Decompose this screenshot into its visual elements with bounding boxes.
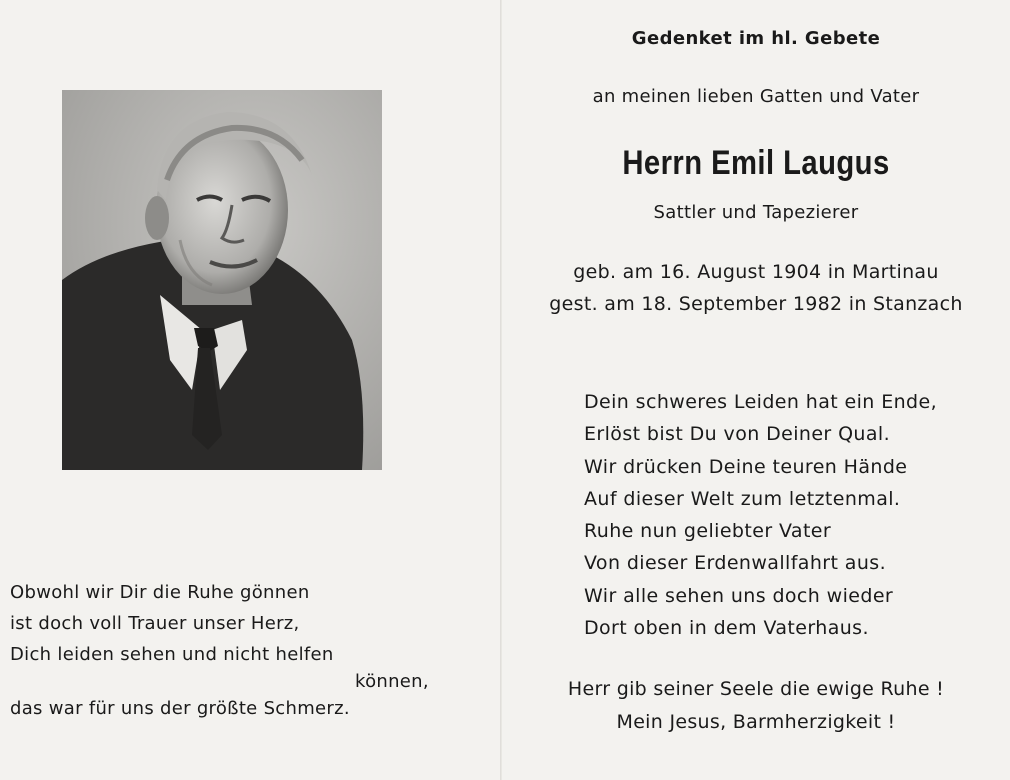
left-poem [10, 577, 450, 724]
right-poem-line: Ruhe nun geliebter Vater [584, 520, 832, 543]
left-poem-line: das war für uns der größte Schmerz. [10, 698, 350, 719]
birth-info: geb. am 16. August 1904 in Martinau [573, 261, 939, 283]
header-text: Gedenket im hl. Gebete [631, 28, 881, 49]
right-poem-line: Wir drücken Deine teuren Hände [584, 455, 908, 478]
right-poem [584, 386, 1004, 644]
left-poem-line: ist doch voll Trauer unser Herz, [10, 613, 300, 634]
prayer-line: Mein Jesus, Barmherzigkeit ! [616, 711, 896, 733]
left-poem-line: können, [355, 671, 429, 692]
death-info: gest. am 18. September 1982 in Stanzach [549, 293, 963, 315]
right-page [502, 0, 1010, 780]
right-poem-line: Dein schweres Leiden hat ein Ende, [584, 391, 938, 413]
right-poem-line: Von dieser Erdenwallfahrt aus. [584, 552, 887, 575]
portrait-photo [62, 90, 382, 470]
left-poem-line: Obwohl wir Dir die Ruhe gönnen [10, 582, 310, 603]
dedication-text: an meinen lieben Gatten und Vater [592, 86, 920, 107]
right-poem-line: Wir alle sehen uns doch wieder [584, 584, 894, 607]
right-poem-line: Dort oben in dem Vaterhaus. [584, 617, 869, 640]
deceased-name: Herrn Emil Laugus [622, 144, 890, 182]
left-page [0, 0, 500, 780]
right-poem-line: Erlöst bist Du von Deiner Qual. [584, 423, 891, 446]
right-poem-line: Auf dieser Welt zum letztenmal. [584, 487, 901, 510]
profession-text: Sattler und Tapezierer [653, 202, 859, 223]
left-poem-line: Dich leiden sehen und nicht helfen [10, 644, 334, 665]
prayer-line: Herr gib seiner Seele die ewige Ruhe ! [567, 678, 945, 700]
